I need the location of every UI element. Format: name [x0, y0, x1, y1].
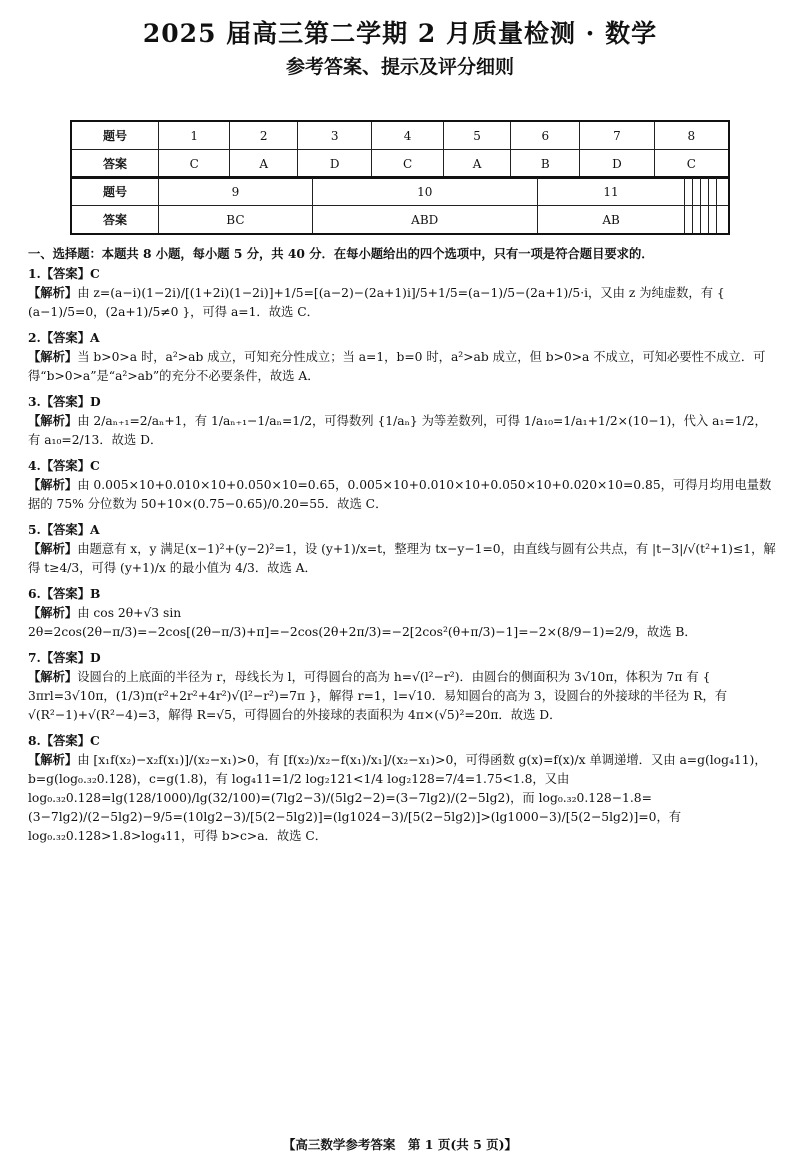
- analysis-text: 当 b>0>a 时，a²>ab 成立，可知充分性成立；当 a=1，b=0 时，a²>ab 成立，但 b>0>a 不成立，可知必要性不成立．可得“b>0>a”是“a²>ab”的充分不必要条件，故选 A．: [28, 350, 766, 383]
- answer-table-part2: [70, 176, 730, 235]
- table-cell: D: [580, 150, 654, 179]
- row-label: 答案: [71, 206, 159, 235]
- question-8: [28, 731, 776, 846]
- table-cell: [709, 206, 717, 235]
- answer-line: 7.【答案】D: [28, 650, 101, 665]
- analysis-label: 【解析】: [28, 285, 78, 300]
- table-cell: C: [654, 150, 729, 179]
- table-cell: AB: [537, 206, 685, 235]
- question-1: [28, 264, 776, 322]
- table-row: [71, 150, 729, 179]
- table-cell: [693, 206, 701, 235]
- table-cell: A: [443, 150, 511, 179]
- question-3: [28, 392, 776, 450]
- row-label: 题号: [71, 177, 159, 206]
- analysis-label: 【解析】: [28, 605, 78, 620]
- analysis-label: 【解析】: [28, 477, 78, 492]
- table-row: [71, 206, 729, 235]
- analysis-text: 由 z=(a−i)(1−2i)/[(1+2i)(1−2i)]+1/5=[(a−2)−(2a+1)i]/5+1/5=(a−1)/5−(2a+1)/5·i，又由 z 为纯虚数，有 { (a−1)/5=0，(2a+1)/5≠0 }，可得 a=1．故选 C．: [28, 286, 725, 319]
- table-cell: C: [159, 150, 230, 179]
- table-cell: 8: [654, 121, 729, 150]
- table-cell: B: [511, 150, 580, 179]
- question-6: [28, 584, 776, 642]
- analysis-text: 由 0.005×10+0.010×10+0.050×10=0.65，0.005×10+0.010×10+0.050×10+0.020×10=0.85，可得月均用电量数据的 75% 分位数为 50+10×(0.75−0.65)/0.20=55．故选 C．: [28, 478, 772, 511]
- page-subtitle: 参考答案、提示及评分细则: [285, 56, 514, 78]
- table-cell: BC: [159, 206, 313, 235]
- answer-line: 4.【答案】C: [28, 458, 100, 473]
- question-7: [28, 648, 776, 725]
- table-cell: [717, 206, 729, 235]
- analysis-label: 【解析】: [28, 669, 78, 684]
- page-footer: 【高三数学参考答案 第 1 页(共 5 页)】: [282, 1137, 518, 1152]
- table-cell: [685, 177, 693, 206]
- analysis-text: 由 2/aₙ₊₁=2/aₙ+1，有 1/aₙ₊₁−1/aₙ=1/2，可得数列 {1/aₙ} 为等差数列，可得 1/a₁₀=1/a₁+1/2×(10−1)，代入 a₁=1/2，有 a₁₀=2/13．故选 D．: [28, 414, 767, 447]
- table-cell: 9: [159, 177, 313, 206]
- analysis-text: 由题意有 x，y 满足(x−1)²+(y−2)²=1，设 (y+1)/x=t，整理为 tx−y−1=0，由直线与圆有公共点，有 |t−3|/√(t²+1)≤1，解得 t≥4/3，可得 (y+1)/x 的最小值为 4/3．故选 A．: [28, 542, 776, 575]
- table-cell: [701, 177, 709, 206]
- table-cell: A: [230, 150, 298, 179]
- table-cell: [693, 177, 701, 206]
- table-cell: 7: [580, 121, 654, 150]
- question-5: [28, 520, 776, 578]
- table-cell: 5: [443, 121, 511, 150]
- question-4: [28, 456, 776, 514]
- answer-line: 8.【答案】C: [28, 733, 100, 748]
- table-cell: 6: [511, 121, 580, 150]
- table-cell: [709, 177, 717, 206]
- page-title: 2025 届高三第二学期 2 月质量检测 · 数学: [142, 19, 658, 48]
- answer-line: 3.【答案】D: [28, 394, 101, 409]
- analysis-text: 由 [x₁f(x₂)−x₂f(x₁)]/(x₂−x₁)>0，有 [f(x₂)/x₂−f(x₁)/x₁]/(x₂−x₁)>0，可得函数 g(x)=f(x)/x 单调递增．又由 a=g(log₄11)，b=g(log₀.₃₂0.128)，c=g(1.8)，有 log₄11=1/2 log₂121<1/4 log₂128=7/4=1.75<1.8，又由 log₀.₃₂0.128=lg(128/1000)/lg(32/100)=(7lg2−3)/(5lg2−2)=(3−7lg2)/(2−5lg2)，而 log₀.₃₂0.128−1.8=(3−7lg2)/(2−5lg2)−9/5=(10lg2−3)/[5(2−5lg2)]=(lg1024−3)/[5(2−5lg2)]>(lg1000−3)/[5(2−5lg2)]=0，有 log₀.₃₂0.128>1.8>log₄11，可得 b>c>a．故选 C．: [28, 753, 767, 843]
- section-heading: 一、选择题：本题共 8 小题，每小题 5 分，共 40 分．在每小题给出的四个选项中，只有一项是符合题目要求的．: [28, 246, 654, 261]
- answer-table-part1: [70, 120, 730, 179]
- analysis-label: 【解析】: [28, 752, 78, 767]
- analysis-label: 【解析】: [28, 349, 78, 364]
- table-cell: 1: [159, 121, 230, 150]
- table-cell: D: [298, 150, 372, 179]
- table-cell: 11: [537, 177, 685, 206]
- table-cell: 2: [230, 121, 298, 150]
- table-cell: [685, 206, 693, 235]
- solutions-body: [28, 244, 776, 846]
- analysis-label: 【解析】: [28, 413, 78, 428]
- table-cell: 4: [372, 121, 443, 150]
- table-cell: 10: [312, 177, 537, 206]
- table-cell: C: [372, 150, 443, 179]
- answer-line: 5.【答案】A: [28, 522, 100, 537]
- row-label: 答案: [71, 150, 159, 179]
- question-2: [28, 328, 776, 386]
- row-label: 题号: [71, 121, 159, 150]
- table-cell: ABD: [312, 206, 537, 235]
- answer-line: 6.【答案】B: [28, 586, 101, 601]
- table-row: [71, 121, 729, 150]
- table-cell: [701, 206, 709, 235]
- analysis-text: 设圆台的上底面的半径为 r，母线长为 l，可得圆台的高为 h=√(l²−r²)．由圆台的侧面积为 3√10π，体积为 7π 有 { 3πrl=3√10π，(1/3)π(r²+2r²+4r²)√(l²−r²)=7π }，解得 r=1，l=√10．易知圆台的高为 3，设圆台的外接球的半径为 R，有 √(R²−1)+√(R²−4)=3，解得 R=√5，可得圆台的外接球的表面积为 4π×(√5)²=20π．故选 D．: [28, 670, 728, 722]
- table-cell: 3: [298, 121, 372, 150]
- answer-line: 1.【答案】C: [28, 266, 100, 281]
- answer-line: 2.【答案】A: [28, 330, 100, 345]
- analysis-text: 由 cos 2θ+√3 sin 2θ=2cos(2θ−π/3)=−2cos[(2θ−π/3)+π]=−2cos(2θ+2π/3)=−2[2cos²(θ+π/3)−1]=−2×(8/9−1)=2/9，故选 B．: [28, 606, 697, 639]
- table-row: [71, 177, 729, 206]
- table-cell: [717, 177, 729, 206]
- analysis-label: 【解析】: [28, 541, 78, 556]
